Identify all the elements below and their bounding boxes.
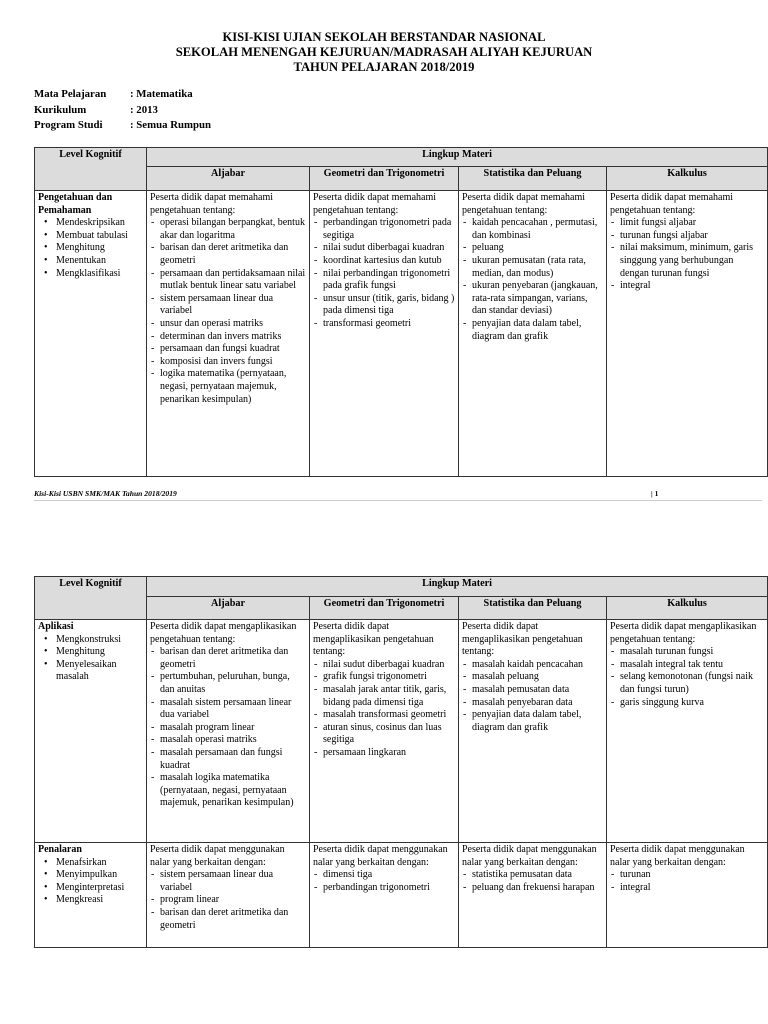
kisi-table-page-1: [34, 147, 768, 477]
list-item: • Menghitung: [38, 646, 143, 659]
footer-divider: [34, 500, 762, 501]
list-item: - integral: [610, 280, 764, 293]
document-meta: [34, 87, 211, 134]
material-cell-aljabar: [147, 843, 310, 948]
list-item: - operasi bilangan berpangkat, bentuk akar dan logaritma: [150, 217, 306, 242]
meta-row-program: [34, 118, 211, 134]
list-item: - grafik fungsi trigonometri: [313, 671, 455, 684]
meta-value: : 2013: [130, 103, 158, 116]
list-item: - limit fungsi aljabar: [610, 217, 764, 230]
list-item: • Menginterpretasi: [38, 882, 143, 895]
list-item: • Mengkreasi: [38, 894, 143, 907]
list-item: - sistem persamaan linear dua variabel: [150, 869, 306, 894]
list-item: - masalah peluang: [462, 671, 603, 684]
cell-intro: Peserta didik dapat menggunakan nalar yang berkaitan dengan:: [462, 844, 597, 868]
material-cell-geometri: [310, 843, 459, 948]
header-title-line-3: TAHUN PELAJARAN 2018/2019: [293, 60, 475, 74]
list-item: - koordinat kartesius dan kutub: [313, 255, 455, 268]
list-item: - persamaan dan fungsi kuadrat: [150, 343, 306, 356]
list-item: • Menafsirkan: [38, 857, 143, 870]
table-row-penalaran: [35, 843, 768, 948]
list-item: - peluang: [462, 242, 603, 255]
list-item: - masalah kaidah pencacahan: [462, 659, 603, 672]
list-item: - logika matematika (pernyataan, negasi, pernyataan majemuk, penarikan kesimpulan): [150, 368, 306, 406]
list-item: • Menyimpulkan: [38, 869, 143, 882]
list-item: - masalah logika matematika (pernyataan, negasi, pernyataan majemuk, penarikan kesimpulan): [150, 772, 306, 810]
level-kognitif-header: Level Kognitif: [35, 577, 147, 620]
list-item: - masalah sistem persamaan linear dua variabel: [150, 697, 306, 722]
list-item: - integral: [610, 882, 764, 895]
list-item: - barisan dan deret aritmetika dan geometri: [150, 242, 306, 267]
cell-item-list: [313, 869, 455, 894]
list-item: - transformasi geometri: [313, 318, 455, 331]
list-item: - turunan fungsi aljabar: [610, 230, 764, 243]
list-item: - unsur unsur (titik, garis, bidang ) pada dimensi tiga: [313, 293, 455, 318]
cell-intro: Peserta didik dapat mengaplikasikan pengetahuan tentang:: [150, 621, 297, 645]
page-number: | 1: [651, 489, 659, 498]
material-cell-kalkulus: [607, 620, 768, 843]
level-cell: [35, 620, 147, 843]
list-item: - masalah persamaan dan fungsi kuadrat: [150, 747, 306, 772]
cell-item-list: [313, 217, 455, 330]
list-item: - masalah operasi matriks: [150, 734, 306, 747]
list-item: - ukuran penyebaran (jangkauan, rata-rata simpangan, varians, dan standar deviasi): [462, 280, 603, 318]
material-cell-kalkulus: [607, 843, 768, 948]
list-item: - masalah pemusatan data: [462, 684, 603, 697]
list-item: - masalah program linear: [150, 722, 306, 735]
meta-value: : Semua Rumpun: [130, 119, 211, 131]
list-item: - masalah jarak antar titik, garis, bidang pada dimensi tiga: [313, 684, 455, 709]
material-cell-geometri: [310, 620, 459, 843]
cell-intro: Peserta didik dapat memahami pengetahuan tentang:: [610, 192, 734, 216]
level-title: Penalaran: [38, 844, 82, 855]
list-item: - statistika pemusatan data: [462, 869, 603, 882]
header-title-line-2: SEKOLAH MENENGAH KEJURUAN/MADRASAH ALIYAH KEJURUAN: [175, 45, 593, 59]
list-item: - penyajian data dalam tabel, diagram dan grafik: [462, 709, 603, 734]
cell-intro: Peserta didik dapat memahami pengetahuan tentang:: [462, 192, 586, 216]
column-header-geometri: Geometri dan Trigonometri: [310, 167, 459, 191]
list-item: - aturan sinus, cosinus dan luas segitiga: [313, 722, 455, 747]
meta-key: Kurikulum: [34, 103, 87, 116]
cell-item-list: [150, 646, 306, 810]
cell-item-list: [610, 869, 764, 894]
meta-key: Mata Pelajaran: [34, 88, 107, 100]
list-item: - persamaan dan pertidaksamaan nilai mutlak bentuk linear satu variabel: [150, 268, 306, 293]
list-item: - nilai maksimum, minimum, garis singgung yang berhubungan dengan turunan fungsi: [610, 242, 764, 280]
list-item: • Menyelesaikan masalah: [38, 659, 143, 684]
cell-intro: Peserta didik dapat memahami pengetahuan tentang:: [150, 192, 274, 216]
list-item: - peluang dan frekuensi harapan: [462, 882, 603, 895]
cell-item-list: [610, 217, 764, 293]
column-header-statistika: Statistika dan Peluang: [459, 597, 607, 620]
lingkup-materi-header: Lingkup Materi: [147, 148, 768, 167]
list-item: - komposisi dan invers fungsi: [150, 356, 306, 369]
column-header-kalkulus: Kalkulus: [607, 167, 768, 191]
list-item: • Mengkonstruksi: [38, 634, 143, 647]
list-item: - masalah transformasi geometri: [313, 709, 455, 722]
cell-intro: Peserta didik dapat menggunakan nalar yang berkaitan dengan:: [610, 844, 745, 868]
lingkup-materi-header: Lingkup Materi: [147, 577, 768, 597]
cell-intro: Peserta didik dapat memahami pengetahuan tentang:: [313, 192, 437, 216]
cell-intro: Peserta didik dapat mengaplikasikan pengetahuan tentang:: [313, 621, 434, 658]
material-cell-aljabar: [147, 620, 310, 843]
list-item: - persamaan lingkaran: [313, 747, 455, 760]
level-cell: [35, 191, 147, 477]
column-header-aljabar: Aljabar: [147, 167, 310, 191]
level-item-list: [38, 217, 143, 280]
list-item: - program linear: [150, 894, 306, 907]
material-cell-kalkulus: [607, 191, 768, 477]
cell-intro: Peserta didik dapat mengaplikasikan pengetahuan tentang:: [610, 621, 757, 645]
list-item: - perbandingan trigonometri pada segitiga: [313, 217, 455, 242]
list-item: • Membuat tabulasi: [38, 230, 143, 243]
level-cell: [35, 843, 147, 948]
column-header-geometri: Geometri dan Trigonometri: [310, 597, 459, 620]
list-item: - barisan dan deret aritmetika dan geometri: [150, 907, 306, 932]
list-item: • Mendeskripsikan: [38, 217, 143, 230]
list-item: • Menentukan: [38, 255, 143, 268]
list-item: - pertumbuhan, peluruhan, bunga, dan anuitas: [150, 671, 306, 696]
meta-value: : Matematika: [130, 88, 193, 100]
cell-intro: Peserta didik dapat mengaplikasikan pengetahuan tentang:: [462, 621, 583, 658]
list-item: - masalah turunan fungsi: [610, 646, 764, 659]
cell-item-list: [150, 217, 306, 406]
list-item: - barisan dan deret aritmetika dan geometri: [150, 646, 306, 671]
list-item: • Menghitung: [38, 242, 143, 255]
list-item: - nilai sudut diberbagai kuadran: [313, 659, 455, 672]
material-cell-geometri: [310, 191, 459, 477]
list-item: - masalah integral tak tentu: [610, 659, 764, 672]
cell-item-list: [462, 217, 603, 343]
column-header-kalkulus: Kalkulus: [607, 597, 768, 620]
level-title: Aplikasi: [38, 621, 74, 632]
level-title: Pengetahuan dan Pemahaman: [38, 192, 113, 216]
footer-text: Kisi-Kisi USBN SMK/MAK Tahun 2018/2019: [34, 489, 177, 498]
list-item: - sistem persamaan linear dua variabel: [150, 293, 306, 318]
level-kognitif-header: Level Kognitif: [35, 148, 147, 191]
list-item: - nilai perbandingan trigonometri pada grafik fungsi: [313, 268, 455, 293]
material-cell-statistika: [459, 191, 607, 477]
cell-intro: Peserta didik dapat menggunakan nalar yang berkaitan dengan:: [150, 844, 285, 868]
list-item: - dimensi tiga: [313, 869, 455, 882]
material-cell-aljabar: [147, 191, 310, 477]
level-item-list: [38, 857, 143, 907]
list-item: - kaidah pencacahan , permutasi, dan kombinasi: [462, 217, 603, 242]
column-header-statistika: Statistika dan Peluang: [459, 167, 607, 191]
list-item: - unsur dan operasi matriks: [150, 318, 306, 331]
list-item: - turunan: [610, 869, 764, 882]
document-header: [0, 30, 768, 75]
list-item: - penyajian data dalam tabel, diagram dan grafik: [462, 318, 603, 343]
list-item: • Mengklasifikasi: [38, 268, 143, 281]
list-item: - selang kemonotonan (fungsi naik dan fungsi turun): [610, 671, 764, 696]
list-item: - masalah penyebaran data: [462, 697, 603, 710]
cell-item-list: [313, 659, 455, 760]
list-item: - nilai sudut diberbagai kuadran: [313, 242, 455, 255]
material-cell-statistika: [459, 843, 607, 948]
list-item: - determinan dan invers matriks: [150, 331, 306, 344]
cell-item-list: [150, 869, 306, 932]
cell-item-list: [462, 869, 603, 894]
meta-row-curriculum: [34, 103, 211, 119]
material-cell-statistika: [459, 620, 607, 843]
cell-intro: Peserta didik dapat menggunakan nalar yang berkaitan dengan:: [313, 844, 448, 868]
meta-key: Program Studi: [34, 119, 103, 131]
column-header-aljabar: Aljabar: [147, 597, 310, 620]
table-row-pengetahuan: [35, 191, 768, 477]
list-item: - perbandingan trigonometri: [313, 882, 455, 895]
table-row-aplikasi: [35, 620, 768, 843]
list-item: - garis singgung kurva: [610, 697, 764, 710]
header-title-line-1: KISI-KISI UJIAN SEKOLAH BERSTANDAR NASIONAL: [222, 30, 546, 44]
meta-row-subject: [34, 87, 211, 103]
kisi-table-page-2: [34, 576, 768, 948]
cell-item-list: [610, 646, 764, 709]
list-item: - ukuran pemusatan (rata rata, median, dan modus): [462, 255, 603, 280]
level-item-list: [38, 634, 143, 684]
cell-item-list: [462, 659, 603, 735]
